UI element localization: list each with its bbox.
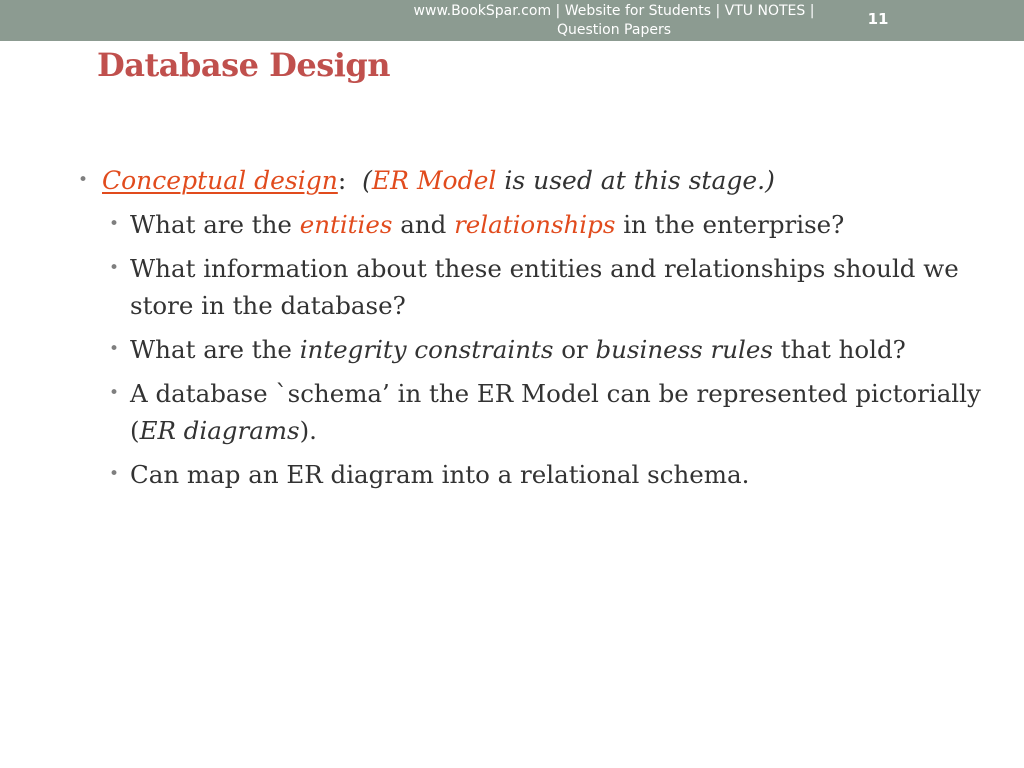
sub-bullet-text: in the enterprise?	[615, 210, 845, 239]
entities-term: entities	[299, 210, 393, 239]
sub-bullet-entities-relationships	[109, 206, 995, 243]
bullet1-rest: is used at this stage.)	[496, 166, 775, 195]
sub-bullet-text: A database `schema’ in the ER Model can be represented pictorially (	[130, 379, 981, 445]
bullet-dot-icon: •	[109, 258, 120, 278]
header-source-text: www.BookSpar.com | Website for Students | VTU NOTES | Question Papers	[413, 3, 815, 38]
slide-content	[78, 162, 998, 493]
sub-bullet-schema	[109, 375, 995, 449]
sub-bullet-information	[109, 250, 995, 324]
sub-bullet-map-schema	[109, 456, 995, 493]
bullet-colon: :	[337, 166, 347, 195]
er-model-term: ER Model	[371, 166, 497, 195]
conceptual-design-term: Conceptual design	[102, 166, 338, 195]
sub-bullet-text: What information about these entities and relationships should we store in the database?	[130, 254, 959, 320]
integrity-constraints-term: integrity constraints	[299, 335, 554, 364]
header-bar	[0, 0, 1024, 41]
bullet-dot-icon: •	[109, 464, 120, 484]
sub-bullet-text: that hold?	[772, 335, 906, 364]
bullet-dot-icon: •	[109, 339, 120, 359]
sub-bullet-text: What are the	[130, 335, 300, 364]
sub-bullet-text: ).	[299, 416, 317, 445]
sub-bullet-text: and	[392, 210, 455, 239]
relationships-term: relationships	[454, 210, 616, 239]
business-rules-term: business rules	[595, 335, 773, 364]
sub-bullet-text: What are the	[130, 210, 300, 239]
bullet-conceptual-design	[78, 162, 998, 199]
bullet-dot-icon: •	[109, 383, 120, 403]
sub-bullet-constraints	[109, 331, 995, 368]
slide-title: Database Design	[97, 46, 391, 84]
sub-bullet-text: Can map an ER diagram into a relational schema.	[130, 460, 750, 489]
er-diagrams-term: ER diagrams	[139, 416, 300, 445]
bullet-dot-icon: •	[78, 170, 89, 190]
slide-number: 11	[867, 10, 889, 28]
bullet-dot-icon: •	[109, 214, 120, 234]
sub-bullet-text: or	[553, 335, 596, 364]
open-paren: (	[362, 166, 372, 195]
